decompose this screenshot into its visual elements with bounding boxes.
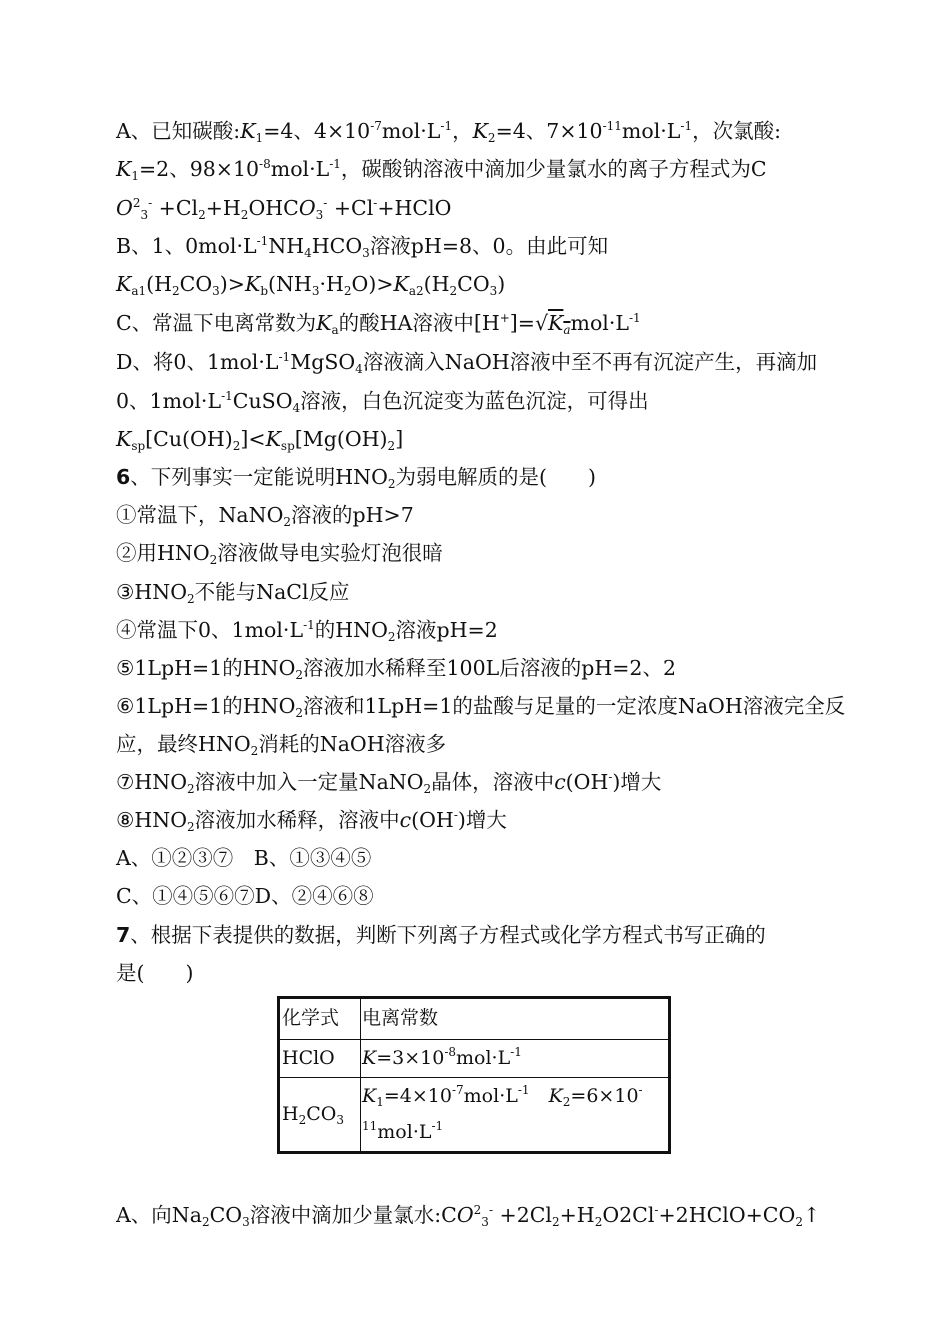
table-row — [280, 1040, 668, 1078]
q6-choice-cd: C、①④⑤⑥⑦D、②④⑥⑧ — [116, 884, 374, 908]
question-6-title: 6、下列事实一定能说明$HNO_2$为弱电解质的是( ) — [116, 465, 597, 491]
option-d-line1: D、将0、$1mol\cdot L^{-1}MgSO_4$溶液滴入NaOH溶液中至不再有沉淀产生，再滴加 — [116, 350, 818, 376]
table-header-constant: 电离常数 — [362, 1007, 439, 1029]
q6-choice-ab: A、①②③⑦ B、①③④⑤ — [116, 846, 372, 870]
q6-item-1: ①常温下，NaNO$_2$溶液的pH>7 — [116, 503, 414, 529]
table-row — [280, 1078, 668, 1151]
q6-item-6: ⑥1LpH=1的$HNO_2$溶液和1LpH=1的盐酸与足量的一定浓度NaOH溶液完全反 — [116, 694, 846, 720]
table-cell-formula: HClO — [280, 1040, 361, 1077]
option-a-line1: A、已知碳酸$:K_1=4$、$4\times 10^{-7}mol\cdot L^{-1}$，$K_2=4$、$7\times 10^{-11}mol\cdot L^{-1}$，次氯酸: — [116, 119, 782, 145]
q6-item-7: $⑦HNO_2$溶液中加入一定量NaNO$_2$晶体，溶液中c(OH-)增大 — [116, 770, 662, 796]
table-cell-formula: $H_2CO_3$ — [280, 1078, 361, 1151]
q6-item-5: ⑤1LpH=1的$HNO_2$溶液加水稀释至100L后溶液的pH=2、2 — [116, 656, 677, 682]
table-header-formula: 化学式 — [280, 999, 361, 1039]
table-header-row — [280, 999, 668, 1040]
q6-item-4: ④常温下0、$1mol\cdot L^{-1}$的$HNO_2$溶液pH=2 — [116, 618, 498, 644]
option-b-line2: $K_{a1}(H_2CO_3)>K_b(NH_3\cdot H_2O)>K_{a2}(H_2CO_3)$ — [116, 272, 506, 298]
q7-option-a: A、向$Na_2CO_3$溶液中滴加少量氯水$:CO^2_3^-$ $+2Cl_2+H_2O2Cl^-+2HClO+CO_2↑$ — [116, 1203, 821, 1229]
option-b-line1: B、1、$0mol\cdot L^{-1}NH_4HCO_3$溶液pH=8、0。由此可知 — [116, 234, 609, 260]
q6-item-6-cont: 应，最终$HNO_2$消耗的NaOH溶液多 — [116, 732, 447, 758]
option-c: C、常温下电离常数为$K_a$的酸HA溶液中$[H^+]=√K_amol\cdot L^{-1}$ — [116, 311, 641, 337]
question-7-title-cont: 是( ) — [116, 961, 194, 985]
question-7-title: 7、根据下表提供的数据，判断下列离子方程式或化学方程式书写正确的 — [116, 923, 766, 947]
q6-item-3: $③HNO_2$不能与NaCl反应 — [116, 580, 350, 606]
table-cell-constant: $K_1=4\times 10^{-7}mol\cdot L^{-1}$ $K_2=6\times 10^-$ $^{11}mol\cdot L^{-1}$ — [362, 1083, 643, 1143]
option-a-line2: $K_1=2$、$98\times 10^{-8}mol\cdot L^{-1}$，碳酸钠溶液中滴加少量氯水的离子方程式为C — [116, 157, 767, 183]
option-a-line3: $O^2_3^-$ $+Cl_2+H_2OHCO_3^-$ +Cl-+HClO — [116, 196, 452, 222]
ionization-constant-table — [277, 996, 671, 1154]
table-cell-constant: $K=3\times 10^{-8}mol\cdot L^{-1}$ — [362, 1045, 522, 1069]
option-d-line2: 0、$1mol\cdot L^{-1}CuSO_4$溶液，白色沉淀变为蓝色沉淀，可得出 — [116, 389, 649, 415]
q6-item-8: $⑧HNO_2$溶液加水稀释，溶液中c(OH-)增大 — [116, 808, 507, 834]
q6-item-2: ②用$HNO_2$溶液做导电实验灯泡很暗 — [116, 541, 443, 567]
option-d-line3: $K_{sp}[Cu(OH)_2]<K_{sp}[Mg(OH)_2]$ — [116, 427, 404, 453]
